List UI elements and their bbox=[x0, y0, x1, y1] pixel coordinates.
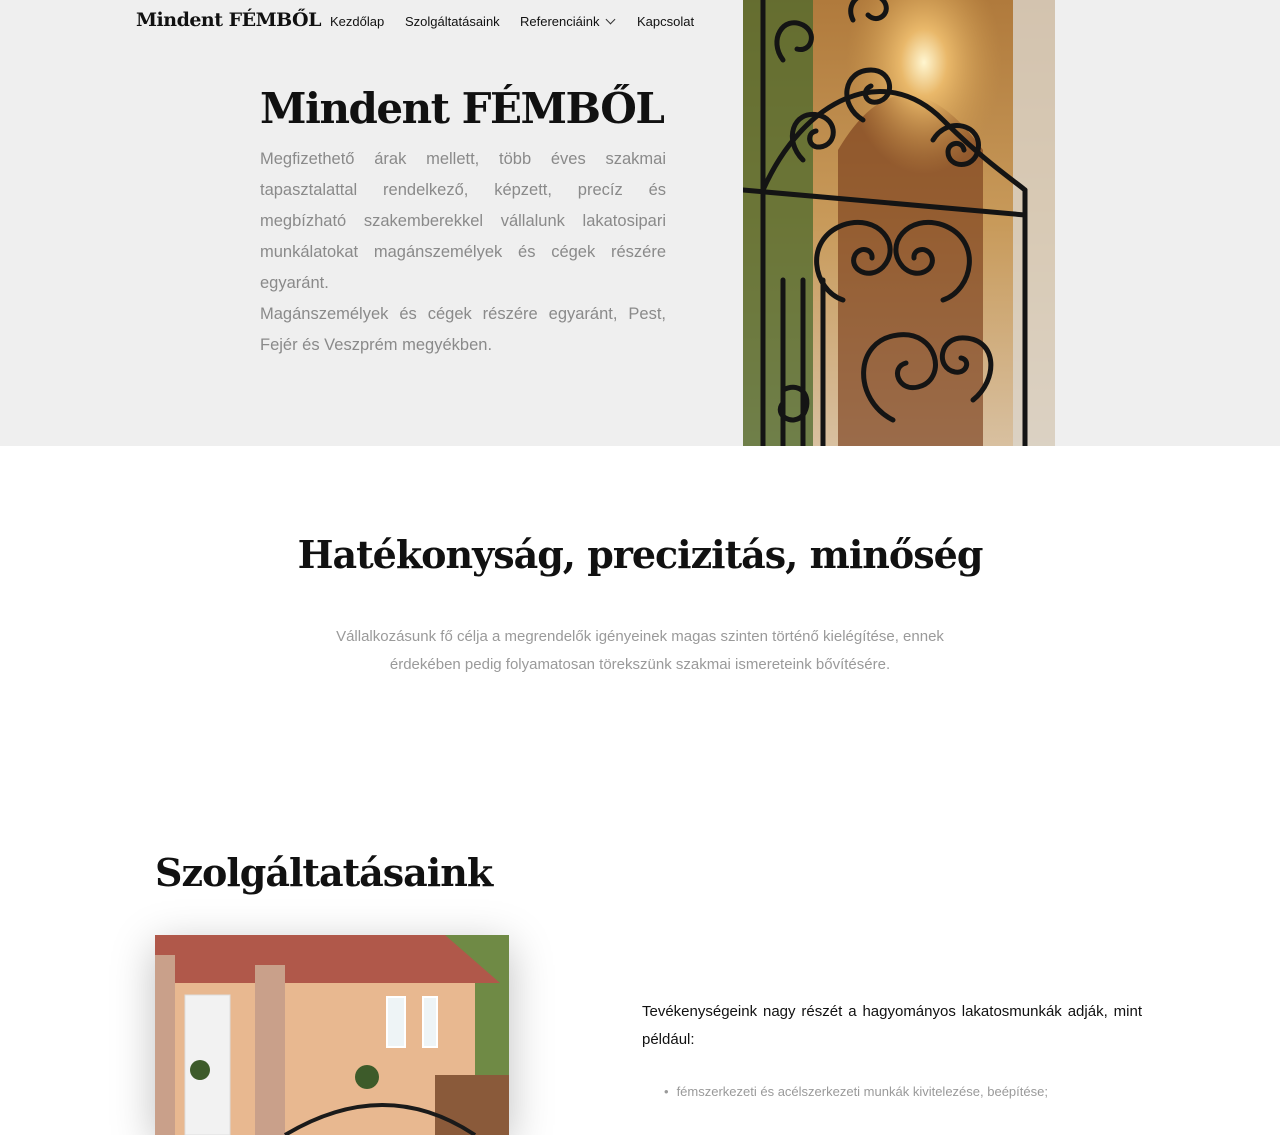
services-list bbox=[664, 1084, 1048, 1099]
about-title: Hatékonyság, precizitás, minőség bbox=[297, 532, 983, 577]
hero-paragraph-2: Magánszemélyek és cégek részére egyaránt, Pest, Fejér és Veszprém megyékben. bbox=[260, 305, 666, 354]
house-illustration bbox=[155, 935, 509, 1135]
house-gate-image bbox=[155, 935, 509, 1135]
hero-section bbox=[0, 0, 1280, 446]
chevron-down-icon bbox=[605, 15, 615, 25]
gate-illustration bbox=[743, 0, 1055, 446]
hero-paragraph-1: Megfizethető árak mellett, több éves szakmai tapasztalattal rendelkező, képzett, precíz és megbízható szakemberekkel vállalunk lakatosipari munkálatokat magánszemélyek és cégek részére egyaránt. bbox=[260, 150, 666, 292]
nav-item-home[interactable]: Kezdőlap bbox=[330, 14, 385, 29]
about-text: Vállalkozásunk fő célja a megrendelők igényeinek magas szinten történő kielégítése, ennek érdekében pedig folyamatosan törekszünk szakmai ismereteink bővítésére. bbox=[336, 628, 944, 673]
services-title: Szolgáltatásaink bbox=[155, 850, 493, 895]
nav-item-contact[interactable]: Kapcsolat bbox=[637, 14, 695, 29]
nav-item-services[interactable]: Szolgáltatásaink bbox=[405, 14, 500, 29]
hero-title: Mindent FÉMBŐL bbox=[260, 84, 664, 133]
nav-item-references[interactable] bbox=[520, 14, 614, 29]
list-item: • fémszerkezeti és acélszerkezeti munkák kivitelezése, beépítése; bbox=[664, 1084, 1048, 1099]
site-logo[interactable]: Mindent FÉMBŐL bbox=[136, 9, 321, 31]
services-intro: Tevékenységeink nagy részét a hagyományos lakatosmunkák adják, mint például: bbox=[642, 1003, 1142, 1048]
wrought-iron-gate-image bbox=[743, 0, 1055, 446]
nav-item-references-label: Referenciáink bbox=[520, 14, 600, 29]
hero-description bbox=[260, 144, 666, 361]
